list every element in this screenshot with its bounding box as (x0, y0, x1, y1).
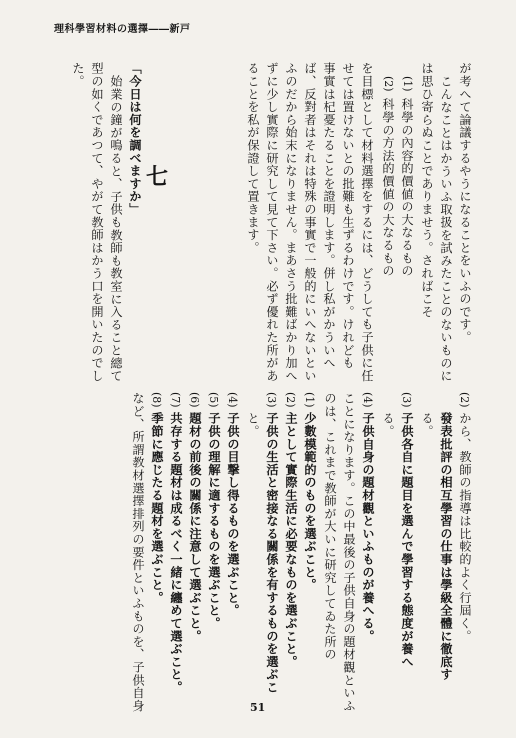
list-marker: (1) (401, 76, 414, 92)
text-line: 季節に應じたる題材を選ぶこと。 (150, 412, 164, 604)
text-line: ことになります。この中最後の子供自身の題材觀といふ (342, 392, 356, 712)
text-line: ば、反對者はそれは特殊の事實で一般的にいへないとい (303, 62, 317, 382)
text-line: は思ひ寄らぬことでありませう。さればこそ (420, 62, 434, 318)
text-line: 題材の前後の關係に注意して選ぶこと。 (188, 412, 202, 643)
page-number: 51 (250, 701, 266, 714)
list-marker: (1) (303, 392, 316, 408)
text-line: と。 (246, 412, 260, 438)
text-line: など、所謂教材選擇排列の要件といふものを、子供自身 (131, 392, 145, 712)
text-line: る。 (381, 412, 395, 438)
text-line: から、教師の指導は比較的よく行屆く。 (458, 412, 472, 643)
text-line: せては置けないとの批難も生ずるわけです。けれども (341, 62, 355, 370)
list-marker: (6) (188, 392, 201, 408)
text-line: 型の如くであつて、やがて教師はかう口を開いたのでし (90, 62, 104, 382)
text-line: 發表批評の相互學習の仕事は學級全體に徹底す (439, 412, 453, 681)
text-line: 「今日は何を調べますか」 (128, 62, 142, 216)
text-line: た。 (71, 62, 85, 88)
text-line: る。 (420, 412, 434, 438)
text-line: ずに少し實際に研究して見て下さい。必ず優れた所があ (265, 62, 279, 382)
text-line: 科學の方法的價値の大なるもの (381, 98, 395, 278)
text-line: 主として實際生活に必要なものを選ぶこと。 (284, 412, 298, 668)
text-line: 少數模範的のものを選ぶこと。 (303, 412, 317, 592)
section-number: 七 (146, 164, 169, 190)
text-line: 事實は杞憂たることを證明します。併し私がかういへ (322, 62, 336, 370)
text-line: のは、これまで教師が大いに研究してゐた所の (323, 392, 337, 661)
text-line: を目標として材料選擇をするには、どうしても子供に任 (360, 62, 374, 382)
running-head: 理科學習材料の選擇――新戸 (54, 24, 191, 35)
list-marker: (3) (265, 392, 278, 408)
text-line: ることを私が保證して置きます。 (246, 62, 260, 254)
list-marker: (2) (284, 392, 297, 408)
list-marker: (8) (150, 392, 163, 408)
list-marker: (2) (382, 76, 395, 92)
text-line: 始業の鐘が鳴ると、子供も教師も教室に入ること總て (109, 75, 123, 383)
list-marker: (4) (226, 392, 239, 408)
text-line: 子供各自に題目を選んで學習する態度が養へ (400, 412, 414, 668)
list-marker: (3) (400, 392, 413, 408)
text-line: が考へて論議するやうになることをいふのです。 (458, 62, 472, 344)
list-marker: (5) (207, 392, 220, 408)
text-line: こんなことはかういふ取扱を試みたことのないものに (439, 75, 453, 383)
list-marker: (7) (169, 392, 182, 408)
text-line: 子供の生活と密接なる關係を有するものを選ぶこ (265, 412, 279, 694)
text-line: 共存する題材は成るべく一緒に纏めて選ぶこと。 (169, 412, 183, 694)
text-line: 子供の目撃し得るものを選ぶこと。 (226, 412, 240, 617)
list-marker: (2) (458, 392, 471, 408)
text-line: 子供の理解に適するものを選ぶこと。 (207, 412, 221, 630)
text-line: 子供自身の題材觀といふものが養へる。 (361, 412, 375, 643)
text-line: 科學の內容的價値の大なるもの (400, 98, 414, 278)
text-line: ふのだから始末になりません。まあさう批難ばかり加へ (284, 62, 298, 382)
list-marker: (4) (361, 392, 374, 408)
